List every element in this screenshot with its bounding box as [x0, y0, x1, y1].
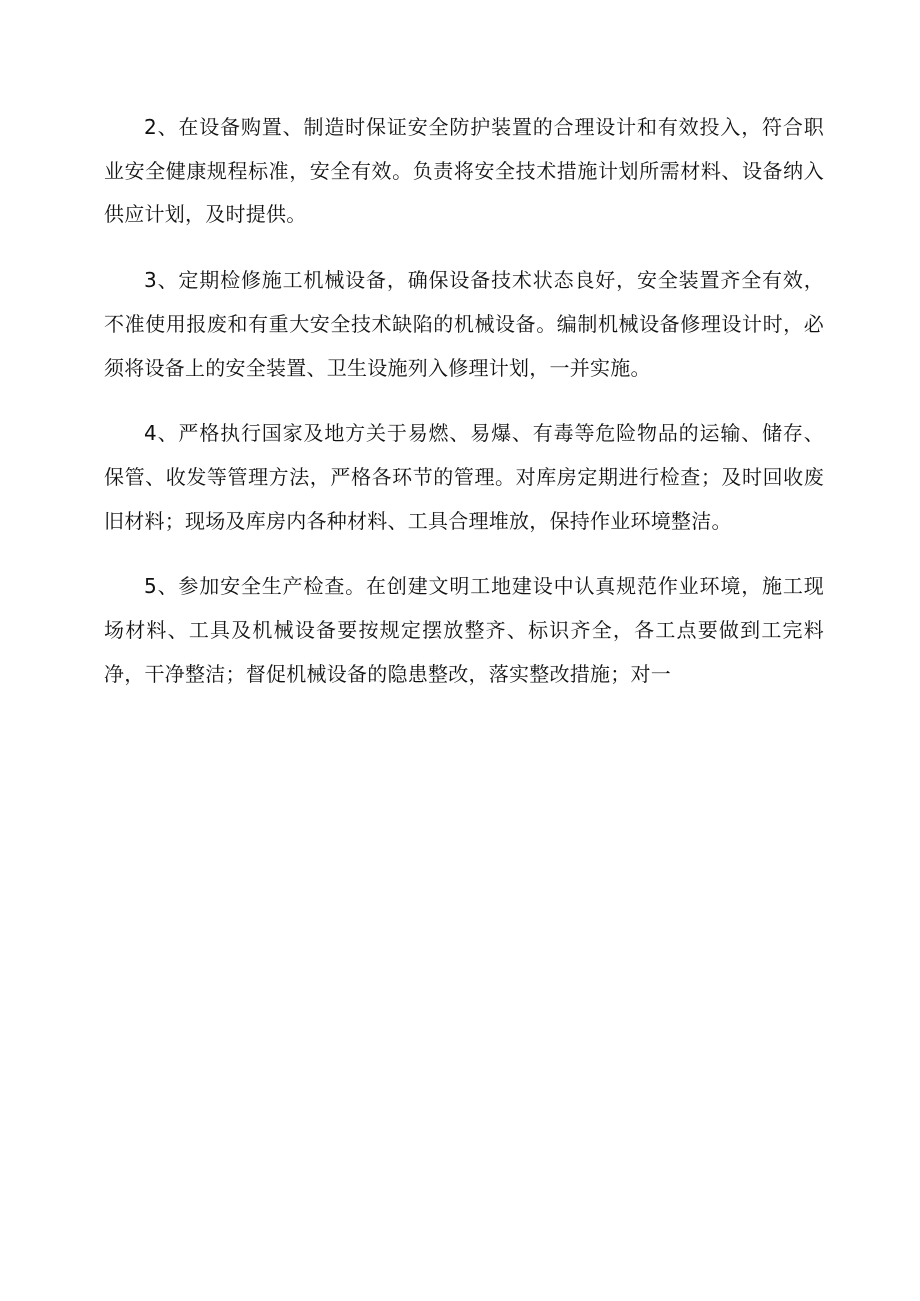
paragraph-item-5: 5、参加安全生产检查。在创建文明工地建设中认真规范作业环境，施工现场材料、工具及机械设备要按规定摆放整齐、标识齐全，各工点要做到工完料净，干净整洁；督促机械设备的隐患整改，落实整改措施；对一: [104, 574, 824, 686]
paragraph-item-4: 4、严格执行国家及地方关于易燃、易爆、有毒等危险物品的运输、储存、保管、收发等管理方法，严格各环节的管理。对库房定期进行检查；及时回收废旧材料；现场及库房内各种材料、工具合理堆放，保持作业环境整洁。: [104, 421, 824, 533]
paragraph-item-3: 3、定期检修施工机械设备，确保设备技术状态良好，安全装置齐全有效，不准使用报废和有重大安全技术缺陷的机械设备。编制机械设备修理设计时，必须将设备上的安全装置、卫生设施列入修理计划，一并实施。: [104, 268, 824, 380]
document-body: [104, 106, 824, 696]
paragraph-item-2: 2、在设备购置、制造时保证安全防护装置的合理设计和有效投入，符合职业安全健康规程标准，安全有效。负责将安全技术措施计划所需材料、设备纳入供应计划，及时提供。: [104, 115, 824, 227]
